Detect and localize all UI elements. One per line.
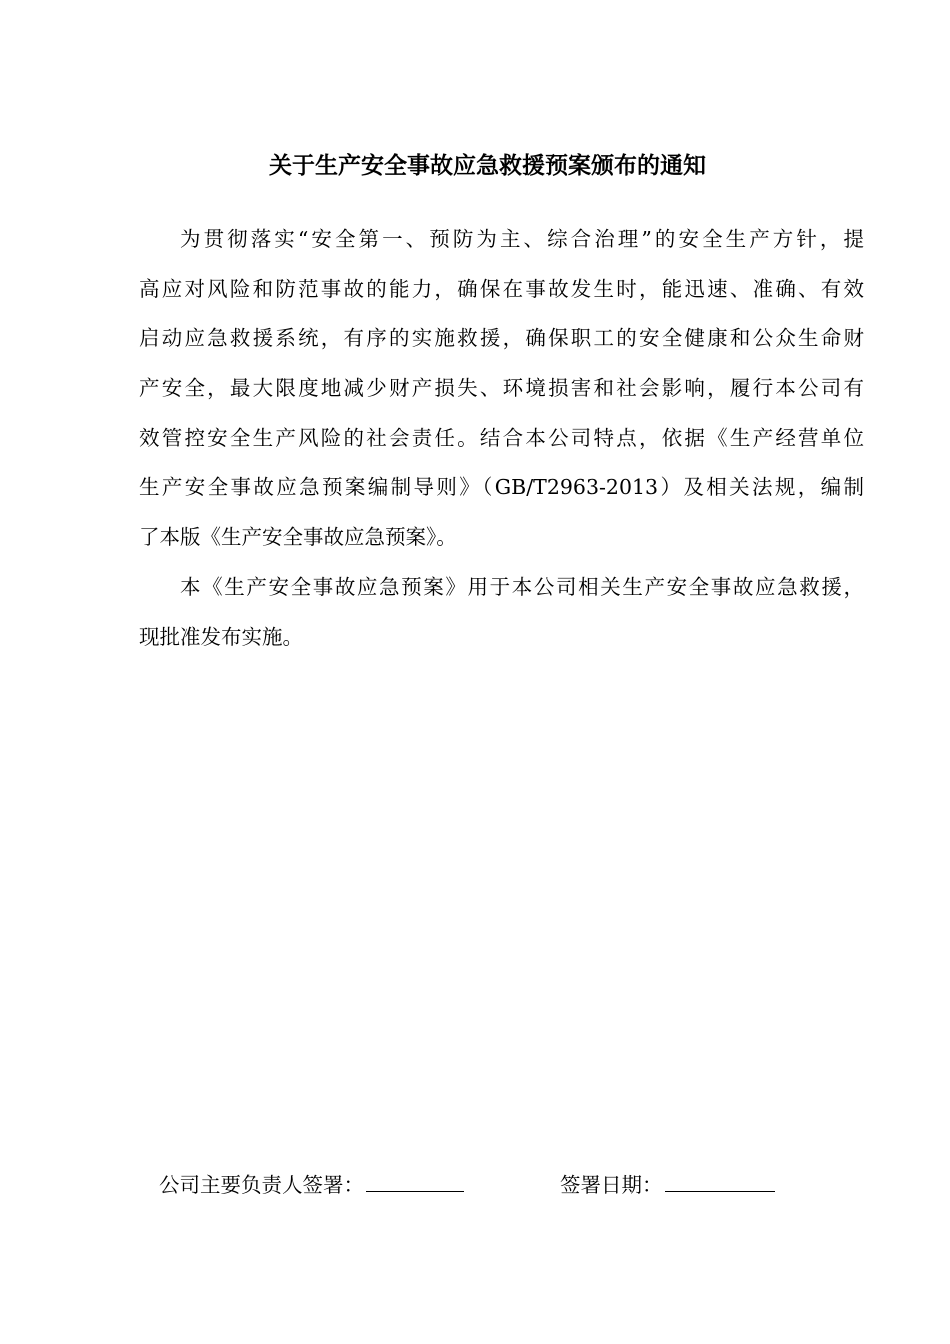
- paragraph-line: 了本版《生产安全事故应急预案》。: [139, 525, 457, 550]
- paragraph-line: 生产安全事故应急预案编制导则》（GB/T2963-2013）及相关法规，编制: [139, 475, 864, 500]
- signer-label: 公司主要负责人签署：: [159, 1173, 364, 1197]
- signer-signature-line: [366, 1171, 464, 1192]
- paragraph-line: 高应对风险和防范事故的能力，确保在事故发生时，能迅速、准确、有效: [139, 276, 864, 301]
- paragraph-line: 现批准发布实施。: [139, 624, 303, 649]
- paragraph-intro: [139, 215, 864, 563]
- signature-row: [159, 1168, 859, 1202]
- date-signature-line: [665, 1171, 775, 1192]
- paragraph-line: 启动应急救援系统，有序的实施救援，确保职工的安全健康和公众生命财: [139, 326, 864, 351]
- paragraph-line: 产安全，最大限度地减少财产损失、环境损害和社会影响，履行本公司有: [139, 376, 864, 401]
- paragraph-line: 为贯彻落实“安全第一、预防为主、综合治理”的安全生产方针，提: [180, 227, 864, 251]
- paragraph-approval: [139, 563, 864, 662]
- document-title: 关于生产安全事故应急救援预案颁布的通知: [269, 152, 706, 179]
- date-label: 签署日期：: [560, 1173, 663, 1197]
- date-group: [560, 1168, 775, 1202]
- signer-group: [159, 1168, 464, 1202]
- paragraph-line: 本《生产安全事故应急预案》用于本公司相关生产安全事故应急救援，: [180, 575, 864, 599]
- paragraph-line: 效管控安全生产风险的社会责任。结合本公司特点，依据《生产经营单位: [139, 425, 864, 450]
